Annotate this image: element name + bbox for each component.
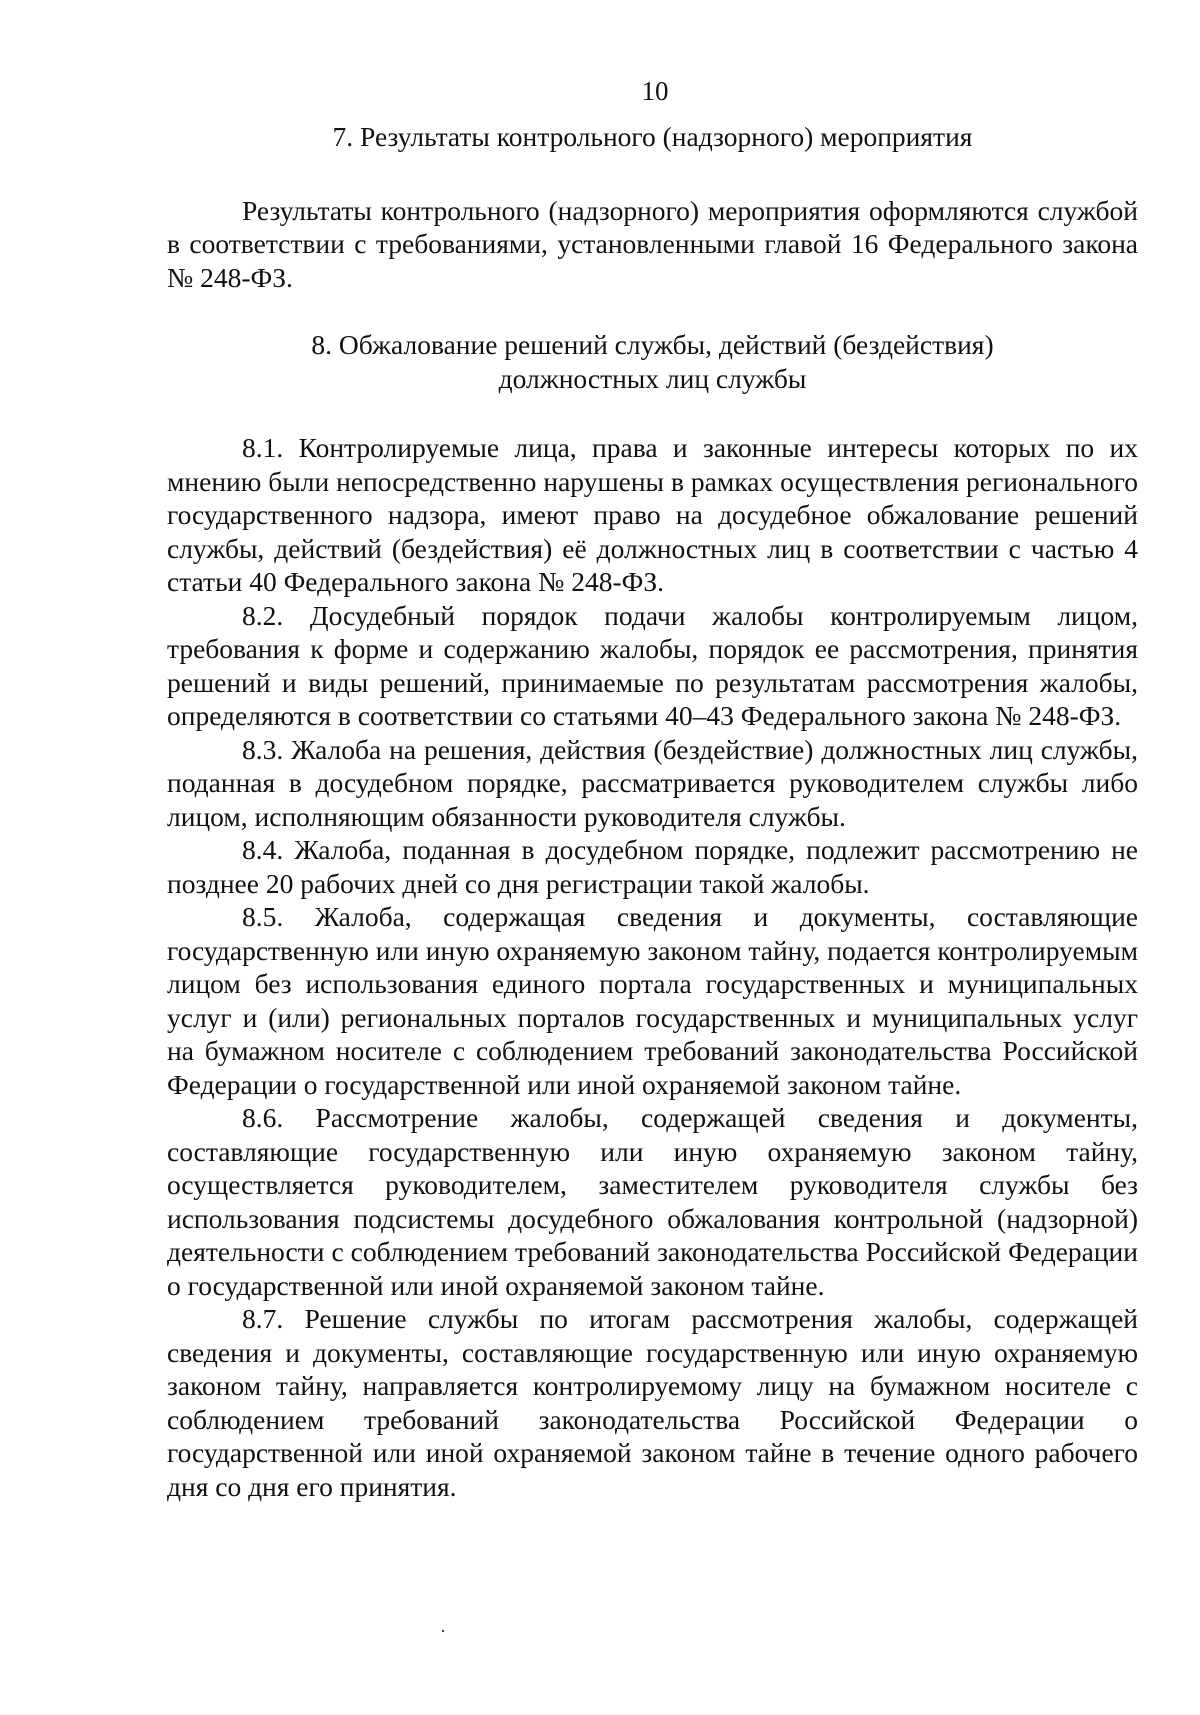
section-8-heading-line-2: должностных лиц службы (498, 362, 807, 394)
section-8-heading-line-1: 8. Обжалование решений службы, действий (бездействия) (311, 329, 994, 360)
paragraph-8-7: 8.7. Решение службы по итогам рассмотрения жалобы, содержащей сведения и документы, составляющие государственную или иную охраняемую законом тайну, направляется контролируемому лицу на бумажном носителе с соблюдением требований законодательства Российской Федерации о государственной или иной охраняемой законом тайне в течение одного рабочего дня со дня его принятия. (167, 1303, 1138, 1502)
paragraph-8-6: 8.6. Рассмотрение жалобы, содержащей сведения и документы, составляющие государственную или иную охраняемую законом тайну, осуществляется руководителем, заместителем руководителя службы без использования подсистемы досудебного обжалования контрольной (надзорной) деятельности с соблюдением требований законодательства Российской Федерации о государственной или иной охраняемой законом тайне. (167, 1102, 1138, 1301)
paragraph-8-4: 8.4. Жалоба, поданная в досудебном порядке, подлежит рассмотрению не позднее 20 рабочих дней со дня регистрации такой жалобы. (167, 834, 1138, 899)
paragraph-8-2: 8.2. Досудебный порядок подачи жалобы контролируемым лицом, требования к форме и содержанию жалобы, порядок ее рассмотрения, принятия решений и виды решений, принимаемые по результатам рассмотрения жалобы, определяются в соответствии со статьями 40–43 Федерального закона № 248-ФЗ. (167, 599, 1138, 731)
section-7-paragraph: Результаты контрольного (надзорного) мероприятия оформляются службой в соответствии с требованиями, установленными главой 16 Федерального закона № 248-ФЗ. (167, 194, 1138, 293)
scan-speck (442, 1630, 444, 1632)
paragraph-8-3: 8.3. Жалоба на решения, действия (бездействие) должностных лиц службы, поданная в досудебном порядке, рассматривается руководителем службы либо лицом, исполняющим обязанности руководителя службы. (167, 733, 1138, 832)
section-7-heading: 7. Результаты контрольного (надзорного) мероприятия (332, 121, 973, 152)
page-number: 10 (641, 76, 669, 106)
paragraph-8-1: 8.1. Контролируемые лица, права и законные интересы которых по их мнению были непосредственно нарушены в рамках осуществления регионального государственного надзора, имеют право на досудебное обжалование решений службы, действий (бездействия) её должностных лиц в соответствии с частью 4 статьи 40 Федерального закона № 248-ФЗ. (167, 432, 1138, 597)
document-body (167, 120, 1138, 1503)
paragraph-8-5: 8.5. Жалоба, содержащая сведения и документы, составляющие государственную или иную охраняемую законом тайну, подается контролируемым лицом без использования единого портала государственных и муниципальных услуг и (или) региональных порталов государственных и муниципальных услуг на бумажном носителе с соблюдением требований законодательства Российской Федерации о государственной или иной охраняемой законом тайне. (167, 901, 1138, 1100)
section-8-heading (167, 328, 1138, 395)
